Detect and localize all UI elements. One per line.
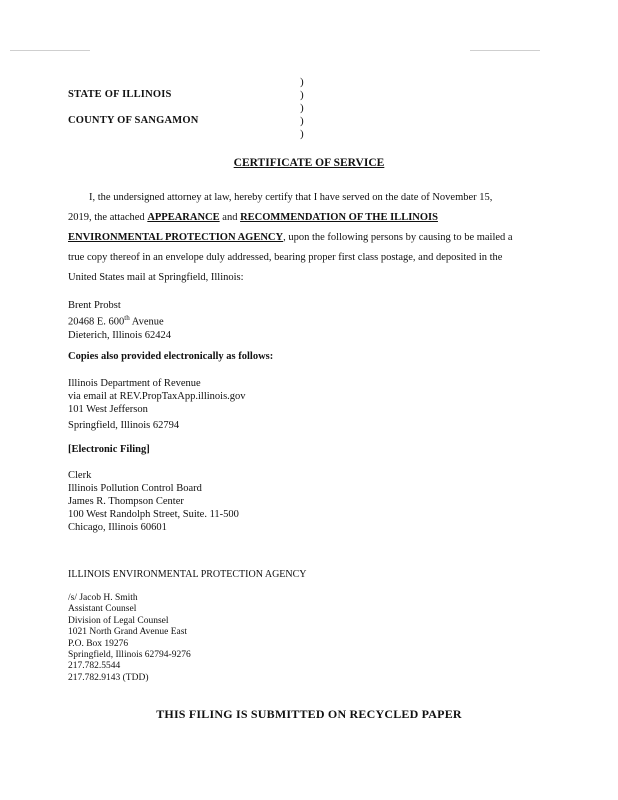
scan-artifact	[10, 50, 90, 51]
caption-paren: )	[300, 115, 304, 127]
document-title: CERTIFICATE OF SERVICE	[233, 157, 385, 169]
signature-division: Division of Legal Counsel	[68, 615, 169, 626]
body-line-2	[68, 212, 438, 223]
agency-doc-title: ENVIRONMENTAL PROTECTION AGENCY	[68, 232, 284, 243]
board-address	[68, 469, 239, 534]
body-line-3	[68, 232, 513, 243]
appearance-doc-title: APPEARANCE	[147, 212, 220, 223]
board-name: Illinois Pollution Control Board	[68, 483, 202, 494]
electronic-copies-heading: Copies also provided electronically as follows:	[68, 351, 274, 362]
revenue-email: via email at REV.PropTaxApp.illinois.gov	[68, 391, 246, 402]
electronic-filing-heading: [Electronic Filing]	[68, 444, 150, 455]
body-text: 2019, the attached	[68, 212, 148, 223]
signature-name: /s/ Jacob H. Smith	[68, 593, 138, 603]
body-line-1: I, the undersigned attorney at law, hereby certify that I have served on the date of November 15,	[89, 192, 493, 203]
board-street: 100 West Randolph Street, Suite. 11-500	[68, 509, 239, 520]
board-building: James R. Thompson Center	[68, 496, 184, 507]
signature-tdd: 217.782.9143 (TDD)	[68, 672, 149, 683]
recipient-city: Dieterich, Illinois 62424	[68, 329, 171, 341]
caption-paren: )	[300, 76, 304, 88]
revenue-city: Springfield, Illinois 62794	[68, 420, 180, 431]
board-city: Chicago, Illinois 60601	[68, 522, 167, 533]
recycled-paper-footer: THIS FILING IS SUBMITTED ON RECYCLED PAPER	[156, 707, 462, 721]
signature-street: 1021 North Grand Avenue East	[68, 627, 188, 638]
board-clerk: Clerk	[68, 470, 92, 481]
caption-paren: )	[300, 102, 304, 114]
recipient-street: 20468 E. 600th Avenue	[68, 314, 164, 328]
signature-block	[68, 593, 191, 684]
body-text: , upon the following persons by causing to be mailed a	[283, 232, 513, 243]
body-line-4: true copy thereof in an envelope duly addressed, bearing proper first class postage, and deposited in the	[68, 252, 503, 263]
caption-paren: )	[300, 128, 304, 140]
signature-pobox: P.O. Box 19276	[68, 638, 129, 649]
recipient-address	[68, 299, 171, 342]
agency-name: ILLINOIS ENVIRONMENTAL PROTECTION AGENCY	[68, 569, 307, 580]
recipient-name: Brent Probst	[68, 300, 121, 311]
scan-artifact	[470, 50, 540, 51]
signature-title: Assistant Counsel	[68, 604, 137, 615]
county-caption: COUNTY OF SANGAMON	[68, 115, 199, 126]
revenue-street: 101 West Jefferson	[68, 404, 148, 415]
revenue-address	[68, 377, 246, 432]
body-text: and	[219, 212, 241, 223]
signature-city: Springfield, Illinois 62794-9276	[68, 650, 191, 661]
caption-paren: )	[300, 89, 304, 101]
recommendation-doc-title: RECOMMENDATION OF THE ILLINOIS	[240, 212, 438, 223]
state-caption: STATE OF ILLINOIS	[68, 89, 172, 100]
body-line-5: United States mail at Springfield, Illinois:	[68, 272, 244, 283]
signature-phone: 217.782.5544	[68, 661, 121, 672]
revenue-name: Illinois Department of Revenue	[68, 378, 201, 389]
